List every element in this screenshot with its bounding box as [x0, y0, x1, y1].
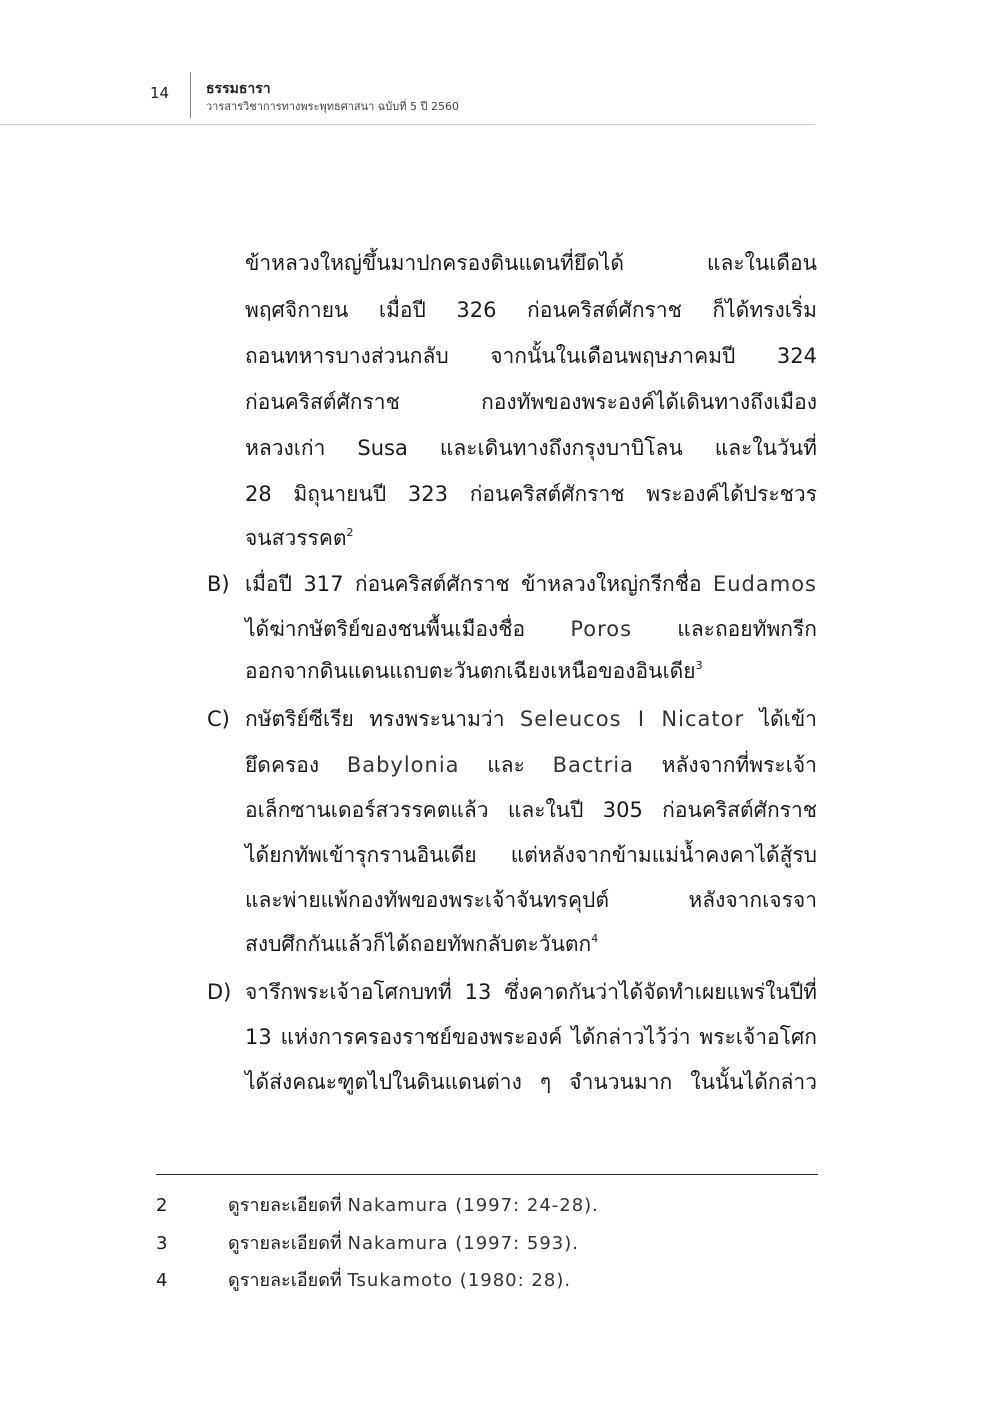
body-line: ได้ยกทัพเข้ารุกรานอินเดีย แต่หลังจากข้ามแม่น้ำคงคาได้สู้รบ [245, 843, 817, 867]
latin-term: Babylonia [346, 753, 460, 777]
page-number: 14 [150, 84, 170, 102]
line-text: ออกจากดินแดนแถบตะวันตกเฉียงเหนือของอินเดีย [245, 659, 696, 683]
line-text: สงบศึกกันแล้วก็ได้ถอยทัพกลับตะวันตก [245, 932, 592, 956]
latin-term: Eudamos [712, 572, 817, 596]
line-text: หลังจากที่พระเจ้า [661, 753, 817, 777]
journal-subtitle: วารสารวิชาการทางพระพุทธศาสนา ฉบับที่ 5 ปี 2560 [206, 100, 459, 113]
body-line [245, 750, 817, 780]
footnote-number: 4 [156, 1270, 168, 1291]
body-line: ได้ส่งคณะฑูตไปในดินแดนต่าง ๆ จำนวนมาก ในนั้นได้กล่าว [245, 1070, 817, 1094]
body-line: และพ่ายแพ้กองทัพของพระเจ้าจันทรคุปต์ หลังจากเจรจา [245, 888, 817, 912]
footnote-rule [156, 1174, 818, 1175]
footnote-text [228, 1268, 571, 1294]
footnote-citation: Tsukamoto (1980: 28). [347, 1270, 572, 1291]
body-line [245, 614, 817, 644]
footnote-ref: 3 [695, 659, 703, 672]
footnote-text [228, 1231, 579, 1257]
line-text: จนสวรรคต [245, 526, 347, 550]
header-rule [0, 124, 815, 125]
line-text: และ [487, 753, 525, 777]
line-text: ได้เข้า [759, 707, 817, 731]
body-line: ข้าหลวงใหญ่ขึ้นมาปกครองดินแดนที่ยึดได้ และในเดือน [245, 251, 817, 275]
latin-term: Poros [570, 617, 633, 641]
footnote-citation: Nakamura (1997: 593). [347, 1233, 579, 1254]
footnote-ref: 4 [591, 932, 599, 945]
body-line [245, 704, 817, 734]
body-line: 28 มิถุนายนปี 323 ก่อนคริสต์ศักราช พระองค์ได้ประชวร [245, 482, 817, 506]
latin-term: Seleucos I Nicator [519, 707, 745, 731]
journal-name: ธรรมธารา [206, 81, 271, 97]
footnote-ref: 2 [346, 526, 354, 539]
body-line [245, 569, 817, 599]
item-label: D) [207, 980, 232, 1004]
footnote-number: 2 [156, 1195, 168, 1216]
line-text: และถอยทัพกรีก [677, 617, 817, 641]
body-line [245, 656, 817, 686]
body-line: อเล็กซานเดอร์สวรรคตแล้ว และในปี 305 ก่อนคริสต์ศักราช [245, 798, 817, 822]
line-text: ได้ฆ่ากษัตริย์ของชนพื้นเมืองชื่อ [245, 617, 526, 641]
footnote-citation: Nakamura (1997: 24-28). [347, 1195, 599, 1216]
body-line [245, 929, 817, 959]
body-line: จารึกพระเจ้าอโศกบทที่ 13 ซึ่งคาดกันว่าได้จัดทำเผยแพร่ในปีที่ [245, 980, 817, 1004]
item-label: C) [207, 707, 230, 731]
line-text: กษัตริย์ซีเรีย ทรงพระนามว่า [245, 707, 505, 731]
footnote-prefix: ดูรายละเอียดที่ [228, 1233, 342, 1254]
body-line: 13 แห่งการครองราชย์ของพระองค์ ได้กล่าวไว้ว่า พระเจ้าอโศก [245, 1025, 817, 1049]
footnote-prefix: ดูรายละเอียดที่ [228, 1195, 342, 1216]
header-divider [190, 72, 191, 118]
footnote-text [228, 1193, 599, 1219]
body-line [245, 523, 817, 553]
line-text: เมื่อปี 317 ก่อนคริสต์ศักราช ข้าหลวงใหญ่กรีกชื่อ [245, 572, 702, 596]
footnote-prefix: ดูรายละเอียดที่ [228, 1270, 342, 1291]
item-label: B) [207, 572, 230, 596]
line-text: ยึดครอง [245, 753, 320, 777]
body-line: ก่อนคริสต์ศักราช กองทัพของพระองค์ได้เดินทางถึงเมือง [245, 390, 817, 414]
body-line: พฤศจิกายน เมื่อปี 326 ก่อนคริสต์ศักราช ก็ได้ทรงเริ่ม [245, 298, 817, 322]
latin-term: Bactria [552, 753, 634, 777]
body-line: หลวงเก่า Susa และเดินทางถึงกรุงบาบิโลน และในวันที่ [245, 436, 817, 460]
footnote-number: 3 [156, 1233, 168, 1254]
body-line: ถอนทหารบางส่วนกลับ จากนั้นในเดือนพฤษภาคมปี 324 [245, 344, 817, 368]
